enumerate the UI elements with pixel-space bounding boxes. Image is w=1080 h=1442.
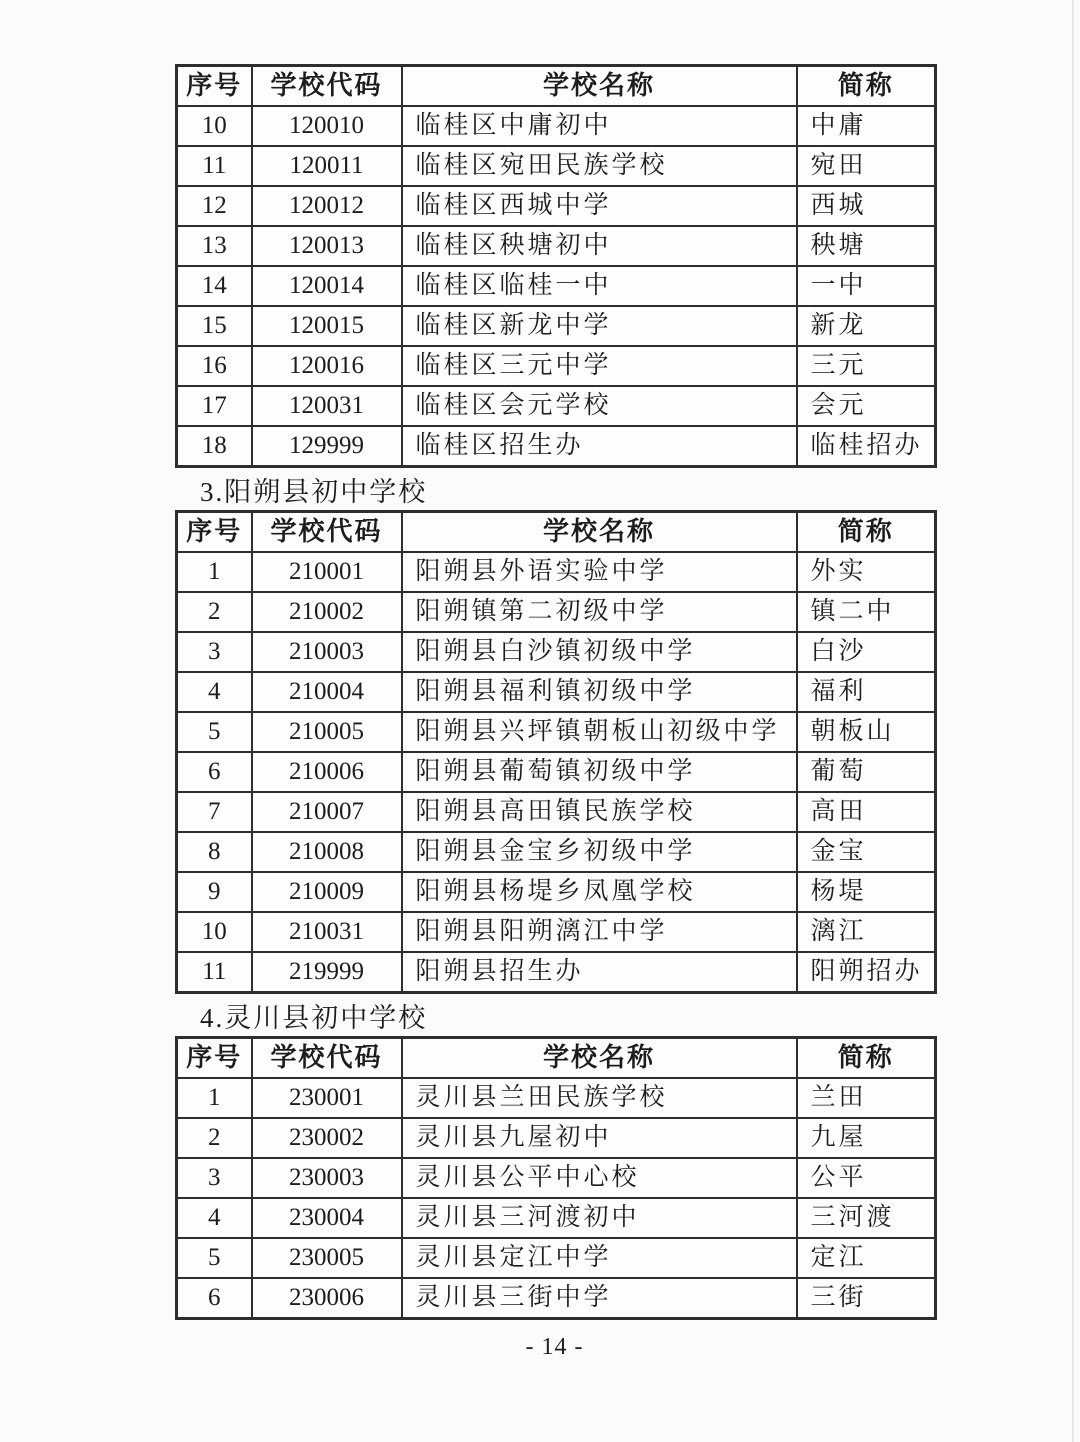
- abbreviation-cell: 镇二中: [797, 592, 936, 632]
- table-row: [177, 306, 936, 346]
- school-name-cell: 临桂区新龙中学: [402, 306, 797, 346]
- table-row: [177, 1198, 936, 1238]
- row-number-cell: 10: [177, 106, 252, 146]
- school-code-cell: 210009: [252, 872, 402, 912]
- school-code-cell: 210005: [252, 712, 402, 752]
- abbreviation-cell: 新龙: [797, 306, 936, 346]
- abbreviation-cell: 临桂招办: [797, 426, 936, 467]
- school-name-cell: 阳朔县金宝乡初级中学: [402, 832, 797, 872]
- page-number: - 14 -: [525, 1334, 584, 1360]
- col-header-abbreviation: 简称: [797, 66, 936, 107]
- col-header-school-name: 学校名称: [402, 512, 797, 553]
- school-name-cell: 灵川县兰田民族学校: [402, 1078, 797, 1118]
- table-row: [177, 752, 936, 792]
- school-name-cell: 灵川县三街中学: [402, 1278, 797, 1319]
- row-number-cell: 10: [177, 912, 252, 952]
- row-number-cell: 4: [177, 672, 252, 712]
- school-name-cell: 阳朔县高田镇民族学校: [402, 792, 797, 832]
- table-row: [177, 346, 936, 386]
- table-row: [177, 632, 936, 672]
- school-name-cell: 阳朔县杨堤乡凤凰学校: [402, 872, 797, 912]
- col-header-abbreviation: 简称: [797, 1038, 936, 1079]
- school-code-cell: 120013: [252, 226, 402, 266]
- row-number-cell: 3: [177, 632, 252, 672]
- school-name-cell: 临桂区临桂一中: [402, 266, 797, 306]
- abbreviation-cell: 三元: [797, 346, 936, 386]
- school-name-cell: 阳朔县福利镇初级中学: [402, 672, 797, 712]
- abbreviation-cell: 阳朔招办: [797, 952, 936, 993]
- school-name-cell: 临桂区会元学校: [402, 386, 797, 426]
- table-row: [177, 1158, 936, 1198]
- school-table: [175, 510, 937, 994]
- table-row: [177, 712, 936, 752]
- school-name-cell: 临桂区中庸初中: [402, 106, 797, 146]
- school-code-cell: 230003: [252, 1158, 402, 1198]
- abbreviation-cell: 葡萄: [797, 752, 936, 792]
- abbreviation-cell: 漓江: [797, 912, 936, 952]
- abbreviation-cell: 三河渡: [797, 1198, 936, 1238]
- school-name-cell: 灵川县公平中心校: [402, 1158, 797, 1198]
- school-code-cell: 230001: [252, 1078, 402, 1118]
- table-row: [177, 426, 936, 467]
- school-code-cell: 210002: [252, 592, 402, 632]
- school-name-cell: 阳朔县外语实验中学: [402, 552, 797, 592]
- school-code-cell: 210008: [252, 832, 402, 872]
- col-header-school-code: 学校代码: [252, 1038, 402, 1079]
- row-number-cell: 17: [177, 386, 252, 426]
- school-code-cell: 120031: [252, 386, 402, 426]
- table-row: [177, 912, 936, 952]
- table-row: [177, 106, 936, 146]
- row-number-cell: 11: [177, 952, 252, 993]
- school-code-cell: 219999: [252, 952, 402, 993]
- table-row: [177, 386, 936, 426]
- school-code-cell: 120010: [252, 106, 402, 146]
- school-name-cell: 阳朔县兴坪镇朝板山初级中学: [402, 712, 797, 752]
- abbreviation-cell: 西城: [797, 186, 936, 226]
- abbreviation-cell: 高田: [797, 792, 936, 832]
- row-number-cell: 2: [177, 592, 252, 632]
- school-name-cell: 阳朔县白沙镇初级中学: [402, 632, 797, 672]
- abbreviation-cell: 外实: [797, 552, 936, 592]
- table-row: [177, 1238, 936, 1278]
- table-row: [177, 672, 936, 712]
- row-number-cell: 13: [177, 226, 252, 266]
- abbreviation-cell: 公平: [797, 1158, 936, 1198]
- abbreviation-cell: 会元: [797, 386, 936, 426]
- col-header-number: 序号: [177, 512, 252, 553]
- table-row: [177, 952, 936, 993]
- row-number-cell: 3: [177, 1158, 252, 1198]
- abbreviation-cell: 金宝: [797, 832, 936, 872]
- abbreviation-cell: 兰田: [797, 1078, 936, 1118]
- col-header-school-name: 学校名称: [402, 1038, 797, 1079]
- abbreviation-cell: 朝板山: [797, 712, 936, 752]
- row-number-cell: 6: [177, 752, 252, 792]
- row-number-cell: 18: [177, 426, 252, 467]
- school-code-cell: 210006: [252, 752, 402, 792]
- abbreviation-cell: 宛田: [797, 146, 936, 186]
- school-code-cell: 210031: [252, 912, 402, 952]
- school-code-cell: 230004: [252, 1198, 402, 1238]
- table-row: [177, 792, 936, 832]
- school-name-cell: 临桂区秧塘初中: [402, 226, 797, 266]
- abbreviation-cell: 定江: [797, 1238, 936, 1278]
- school-name-cell: 阳朔县葡萄镇初级中学: [402, 752, 797, 792]
- col-header-number: 序号: [177, 66, 252, 107]
- school-name-cell: 临桂区西城中学: [402, 186, 797, 226]
- school-code-cell: 230005: [252, 1238, 402, 1278]
- table-header-row: [177, 1038, 936, 1079]
- scan-artifact-line: [1072, 0, 1074, 1442]
- row-number-cell: 6: [177, 1278, 252, 1319]
- school-code-cell: 120014: [252, 266, 402, 306]
- row-number-cell: 15: [177, 306, 252, 346]
- school-code-cell: 210004: [252, 672, 402, 712]
- col-header-number: 序号: [177, 1038, 252, 1079]
- school-name-cell: 阳朔镇第二初级中学: [402, 592, 797, 632]
- abbreviation-cell: 秧塘: [797, 226, 936, 266]
- col-header-school-name: 学校名称: [402, 66, 797, 107]
- school-code-cell: 230006: [252, 1278, 402, 1319]
- row-number-cell: 8: [177, 832, 252, 872]
- school-name-cell: 临桂区宛田民族学校: [402, 146, 797, 186]
- table-row: [177, 226, 936, 266]
- school-code-cell: 129999: [252, 426, 402, 467]
- school-code-cell: 120011: [252, 146, 402, 186]
- row-number-cell: 4: [177, 1198, 252, 1238]
- row-number-cell: 5: [177, 712, 252, 752]
- row-number-cell: 14: [177, 266, 252, 306]
- table-header-row: [177, 512, 936, 553]
- school-name-cell: 灵川县九屋初中: [402, 1118, 797, 1158]
- school-name-cell: 临桂区招生办: [402, 426, 797, 467]
- school-name-cell: 临桂区三元中学: [402, 346, 797, 386]
- school-code-cell: 210003: [252, 632, 402, 672]
- col-header-school-code: 学校代码: [252, 512, 402, 553]
- abbreviation-cell: 白沙: [797, 632, 936, 672]
- table-row: [177, 1078, 936, 1118]
- col-header-abbreviation: 简称: [797, 512, 936, 553]
- row-number-cell: 1: [177, 1078, 252, 1118]
- row-number-cell: 12: [177, 186, 252, 226]
- table-row: [177, 832, 936, 872]
- sections-host: [0, 64, 1080, 1320]
- school-code-cell: 210001: [252, 552, 402, 592]
- table-row: [177, 1118, 936, 1158]
- school-name-cell: 灵川县定江中学: [402, 1238, 797, 1278]
- abbreviation-cell: 中庸: [797, 106, 936, 146]
- school-table: [175, 1036, 937, 1320]
- section-title: 4.灵川县初中学校: [200, 1003, 428, 1033]
- abbreviation-cell: 杨堤: [797, 872, 936, 912]
- table-row: [177, 1278, 936, 1319]
- abbreviation-cell: 一中: [797, 266, 936, 306]
- school-code-cell: 120016: [252, 346, 402, 386]
- row-number-cell: 11: [177, 146, 252, 186]
- row-number-cell: 2: [177, 1118, 252, 1158]
- table-row: [177, 266, 936, 306]
- school-code-cell: 120012: [252, 186, 402, 226]
- school-code-cell: 210007: [252, 792, 402, 832]
- row-number-cell: 9: [177, 872, 252, 912]
- col-header-school-code: 学校代码: [252, 66, 402, 107]
- table-row: [177, 186, 936, 226]
- school-name-cell: 阳朔县招生办: [402, 952, 797, 993]
- row-number-cell: 1: [177, 552, 252, 592]
- table-row: [177, 872, 936, 912]
- school-code-cell: 120015: [252, 306, 402, 346]
- school-name-cell: 阳朔县阳朔漓江中学: [402, 912, 797, 952]
- school-code-cell: 230002: [252, 1118, 402, 1158]
- section-title: 3.阳朔县初中学校: [200, 477, 428, 507]
- table-row: [177, 592, 936, 632]
- abbreviation-cell: 福利: [797, 672, 936, 712]
- school-table: [175, 64, 937, 468]
- row-number-cell: 5: [177, 1238, 252, 1278]
- table-row: [177, 146, 936, 186]
- school-name-cell: 灵川县三河渡初中: [402, 1198, 797, 1238]
- row-number-cell: 16: [177, 346, 252, 386]
- table-header-row: [177, 66, 936, 107]
- table-row: [177, 552, 936, 592]
- abbreviation-cell: 三街: [797, 1278, 936, 1319]
- row-number-cell: 7: [177, 792, 252, 832]
- abbreviation-cell: 九屋: [797, 1118, 936, 1158]
